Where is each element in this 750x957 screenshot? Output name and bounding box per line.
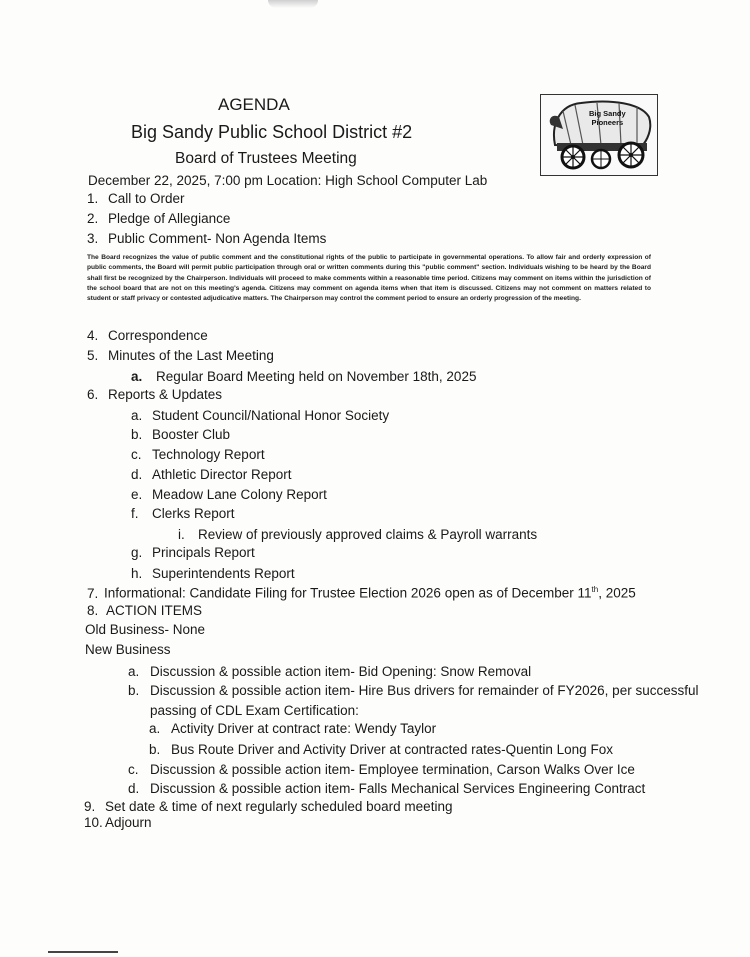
agenda-item-6d: d. Athletic Director Report — [131, 467, 292, 482]
old-business: Old Business- None — [85, 622, 206, 637]
new-business-b-line2: passing of CDL Exam Certification: — [150, 703, 359, 718]
agenda-item-9: 9. Set date & time of next regularly scheduled board meeting — [84, 799, 453, 814]
agenda-item-7: 7. Informational: Candidate Filing for Trustee Election 2026 open as of December 11th, 2025 — [87, 585, 636, 601]
new-business-b: b. Discussion & possible action item- Hire Bus drivers for remainder of FY2026, per successful — [128, 683, 699, 698]
agenda-item-8: 8. ACTION ITEMS — [87, 603, 203, 618]
pioneers-logo — [540, 94, 658, 176]
agenda-item-2: 2. Pledge of Allegiance — [87, 211, 231, 226]
new-business: New Business — [85, 642, 171, 657]
new-business-c: c. Discussion & possible action item- Employee termination, Carson Walks Over Ice — [128, 762, 635, 777]
public-comment-notice: The Board recognizes the value of public comment and the constitutional rights of the public to participate in governmental operations. To allow fair and orderly expression of public comments, the Board will permit public participation through oral or written comments during this "public comment" section. Individuals wishing to be heard by the Board shall first be recognized by the Chairperson. Individuals will proceed to make comments within a reasonable time period. Citizens may comment on items within the jurisdiction of the school board that are not on this meeting's agenda. Citizens may comment on agenda items when that item is discussed. Citizens may not comment on matters related to student or staff privacy or contested adjudicative matters. The Chairperson may control the comment period to ensure an orderly progression of the meeting. — [87, 254, 651, 303]
agenda-item-6f-i: i. Review of previously approved claims & Payroll warrants — [178, 527, 538, 542]
agenda-item-6e: e. Meadow Lane Colony Report — [131, 487, 327, 502]
covered-wagon-icon — [541, 95, 657, 175]
district-name: Big Sandy Public School District #2 — [131, 122, 413, 142]
new-business-a: a. Discussion & possible action item- Bid Opening: Snow Removal — [128, 664, 532, 679]
agenda-item-10: 10. Adjourn — [84, 815, 152, 830]
agenda-item-6c: c. Technology Report — [131, 447, 265, 462]
agenda-item-6h: h. Superintendents Report — [131, 566, 295, 581]
date-location: December 22, 2025, 7:00 pm Location: High School Computer Lab — [88, 173, 488, 188]
agenda-item-6b: b. Booster Club — [131, 427, 231, 442]
agenda-item-6f: f. Clerks Report — [131, 506, 235, 521]
agenda-item-6a: a. Student Council/National Honor Society — [131, 408, 390, 423]
agenda-item-5a: a. Regular Board Meeting held on November 18th, 2025 — [131, 369, 477, 384]
logo-text: Big Sandy Pioneers — [589, 109, 626, 127]
agenda-item-3: 3. Public Comment- Non Agenda Items — [87, 231, 327, 246]
scan-edge-mark — [48, 951, 118, 953]
new-business-d: d. Discussion & possible action item- Falls Mechanical Services Engineering Contract — [128, 781, 646, 796]
agenda-item-6: 6. Reports & Updates — [87, 387, 223, 402]
new-business-b-a: a. Activity Driver at contract rate: Wendy Taylor — [149, 721, 437, 736]
scan-artifact — [268, 0, 318, 8]
agenda-item-1: 1. Call to Order — [87, 191, 185, 206]
agenda-item-5: 5. Minutes of the Last Meeting — [87, 348, 274, 363]
meeting-title: Board of Trustees Meeting — [175, 150, 357, 167]
agenda-item-6g: g. Principals Report — [131, 545, 255, 560]
new-business-b-b: b. Bus Route Driver and Activity Driver at contracted rates-Quentin Long Fox — [149, 742, 613, 757]
agenda-item-4: 4. Correspondence — [87, 328, 208, 343]
agenda-title: AGENDA — [218, 95, 290, 114]
